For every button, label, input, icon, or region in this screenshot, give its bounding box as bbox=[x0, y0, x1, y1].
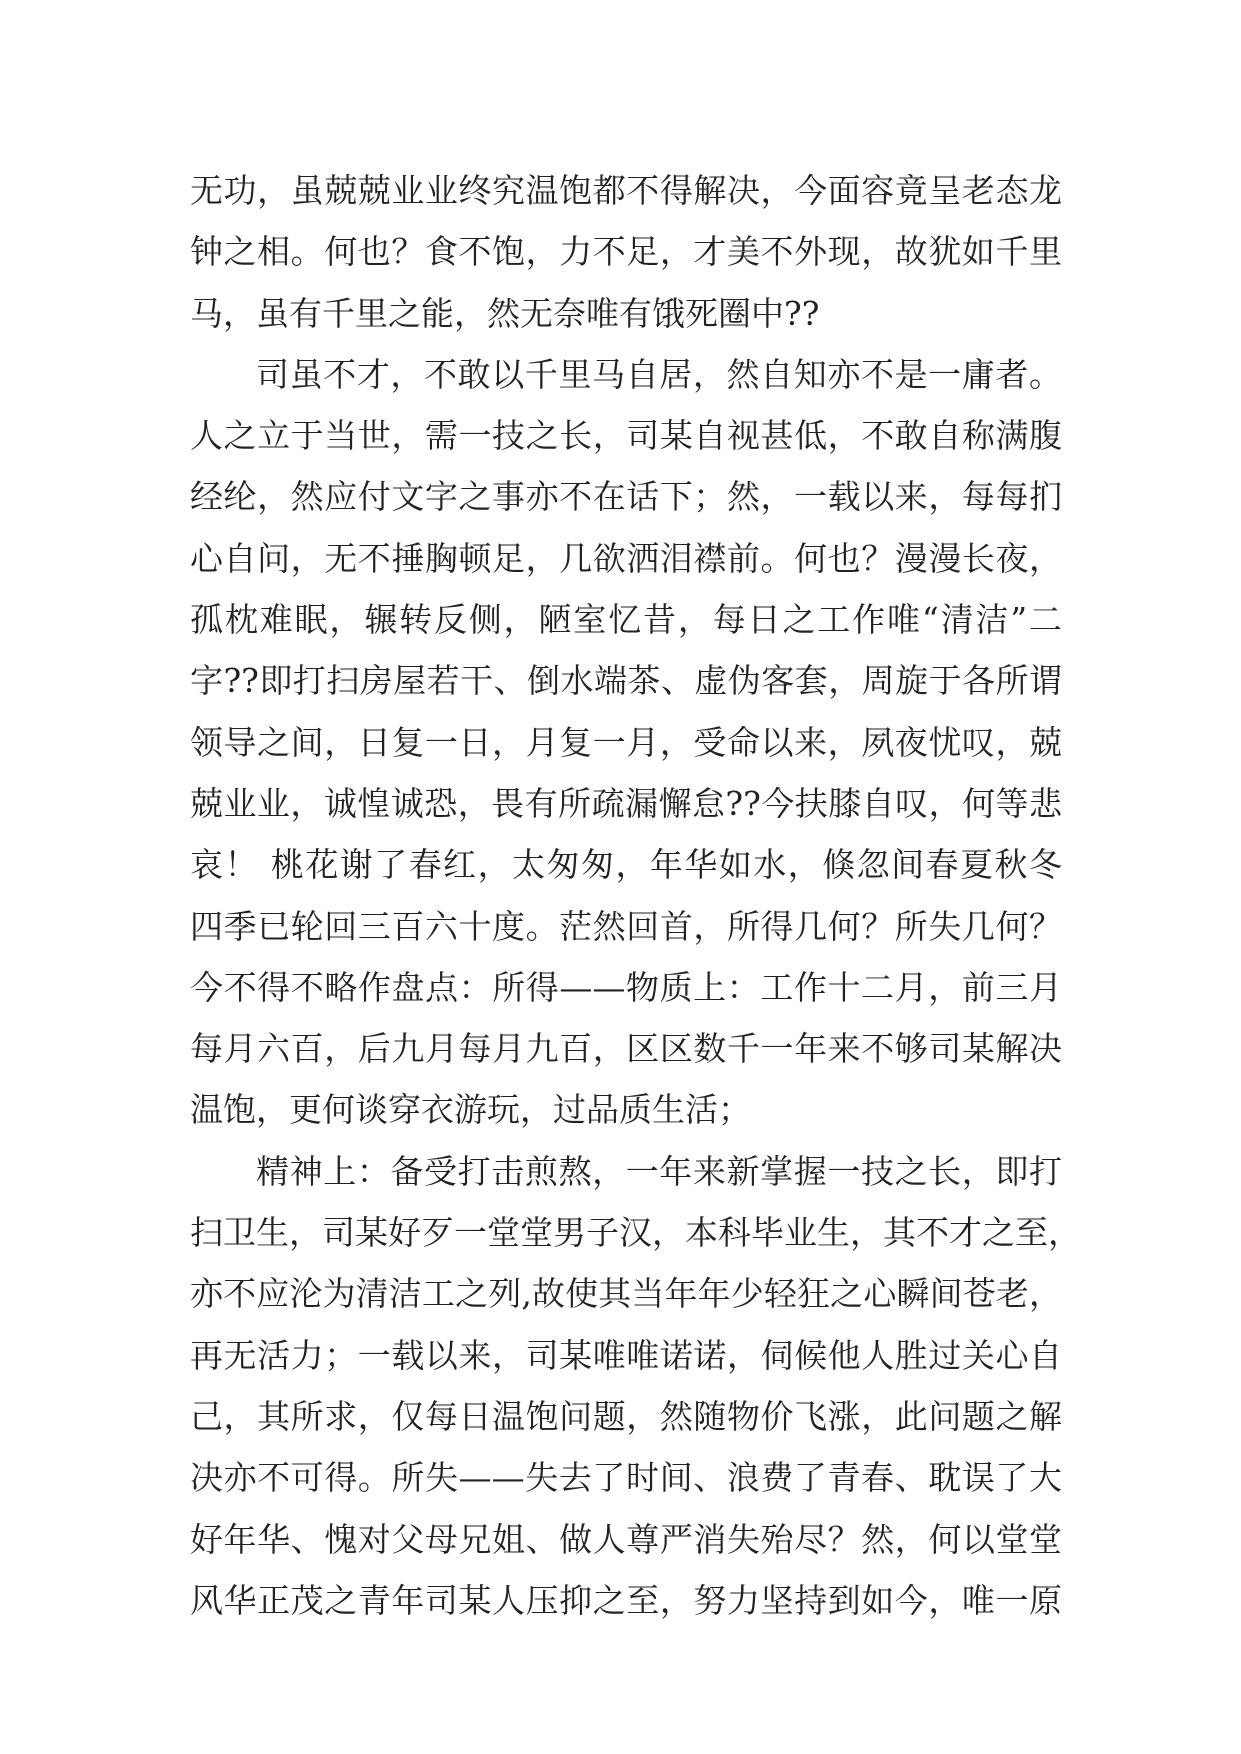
text-line: 领导之间，日复一日，月复一月，受命以来，夙夜忧叹，兢 bbox=[190, 722, 1062, 762]
text-line: 亦不应沦为清洁工之列,故使其当年年少轻狂之心瞬间苍老， bbox=[190, 1274, 1062, 1314]
text-line: 哀！ 桃花谢了春红，太匆匆，年华如水，倏忽间春夏秋冬 bbox=[190, 845, 1062, 885]
text-line: 孤枕难眠，辗转反侧，陋室忆昔，每日之工作唯“清洁”二 bbox=[190, 600, 1062, 640]
text-line: 温饱，更何谈穿衣游玩，过品质生活； bbox=[190, 1090, 751, 1130]
text-line: 每月六百，后九月每月九百，区区数千一年来不够司某解决 bbox=[190, 1029, 1062, 1069]
text-line: 己，其所求，仅每日温饱问题，然随物价飞涨，此问题之解 bbox=[190, 1396, 1062, 1436]
text-line: 扫卫生，司某好歹一堂堂男子汉，本科毕业生，其不才之至， bbox=[190, 1213, 1081, 1253]
text-line: 四季已轮回三百六十度。茫然回首，所得几何？所失几何？ bbox=[190, 906, 1062, 946]
text-line: 再无活力；一载以来，司某唯唯诺诺，伺候他人胜过关心自 bbox=[190, 1335, 1062, 1375]
text-line: 字??即打扫房屋若干、倒水端茶、虚伪客套，周旋于各所谓 bbox=[190, 661, 1062, 701]
text-line: 风华正茂之青年司某人压抑之至，努力坚持到如今，唯一原 bbox=[190, 1580, 1062, 1620]
text-line: 兢业业，诚惶诚恐，畏有所疏漏懈怠??今扶膝自叹，何等悲 bbox=[190, 783, 1062, 823]
text-line: 经纶，然应付文字之事亦不在话下；然，一载以来，每每扪 bbox=[190, 477, 1062, 517]
text-line: 好年华、愧对父母兄姐、做人尊严消失殆尽？然，何以堂堂 bbox=[190, 1519, 1062, 1559]
text-line: 精神上：备受打击煎熬，一年来新掌握一技之长，即打 bbox=[256, 1151, 1062, 1191]
text-line: 司虽不才，不敢以千里马自居，然自知亦不是一庸者。 bbox=[256, 354, 1062, 394]
text-line: 心自问，无不捶胸顿足，几欲洒泪襟前。何也？漫漫长夜， bbox=[190, 538, 1062, 578]
text-line: 钟之相。何也？食不饱，力不足，才美不外现，故犹如千里 bbox=[190, 232, 1062, 272]
text-line: 今不得不略作盘点：所得——物质上：工作十二月，前三月 bbox=[190, 967, 1062, 1007]
text-line: 无功，虽兢兢业业终究温饱都不得解决，今面容竟呈老态龙 bbox=[190, 171, 1062, 210]
text-line: 决亦不可得。所失——失去了时间、浪费了青春、耽误了大 bbox=[190, 1458, 1062, 1498]
text-line: 人之立于当世，需一技之长，司某自视甚低，不敢自称满腹 bbox=[190, 416, 1062, 456]
text-line: 马，虽有千里之能，然无奈唯有饿死圈中?? bbox=[190, 293, 820, 333]
document-body bbox=[190, 160, 1081, 1631]
